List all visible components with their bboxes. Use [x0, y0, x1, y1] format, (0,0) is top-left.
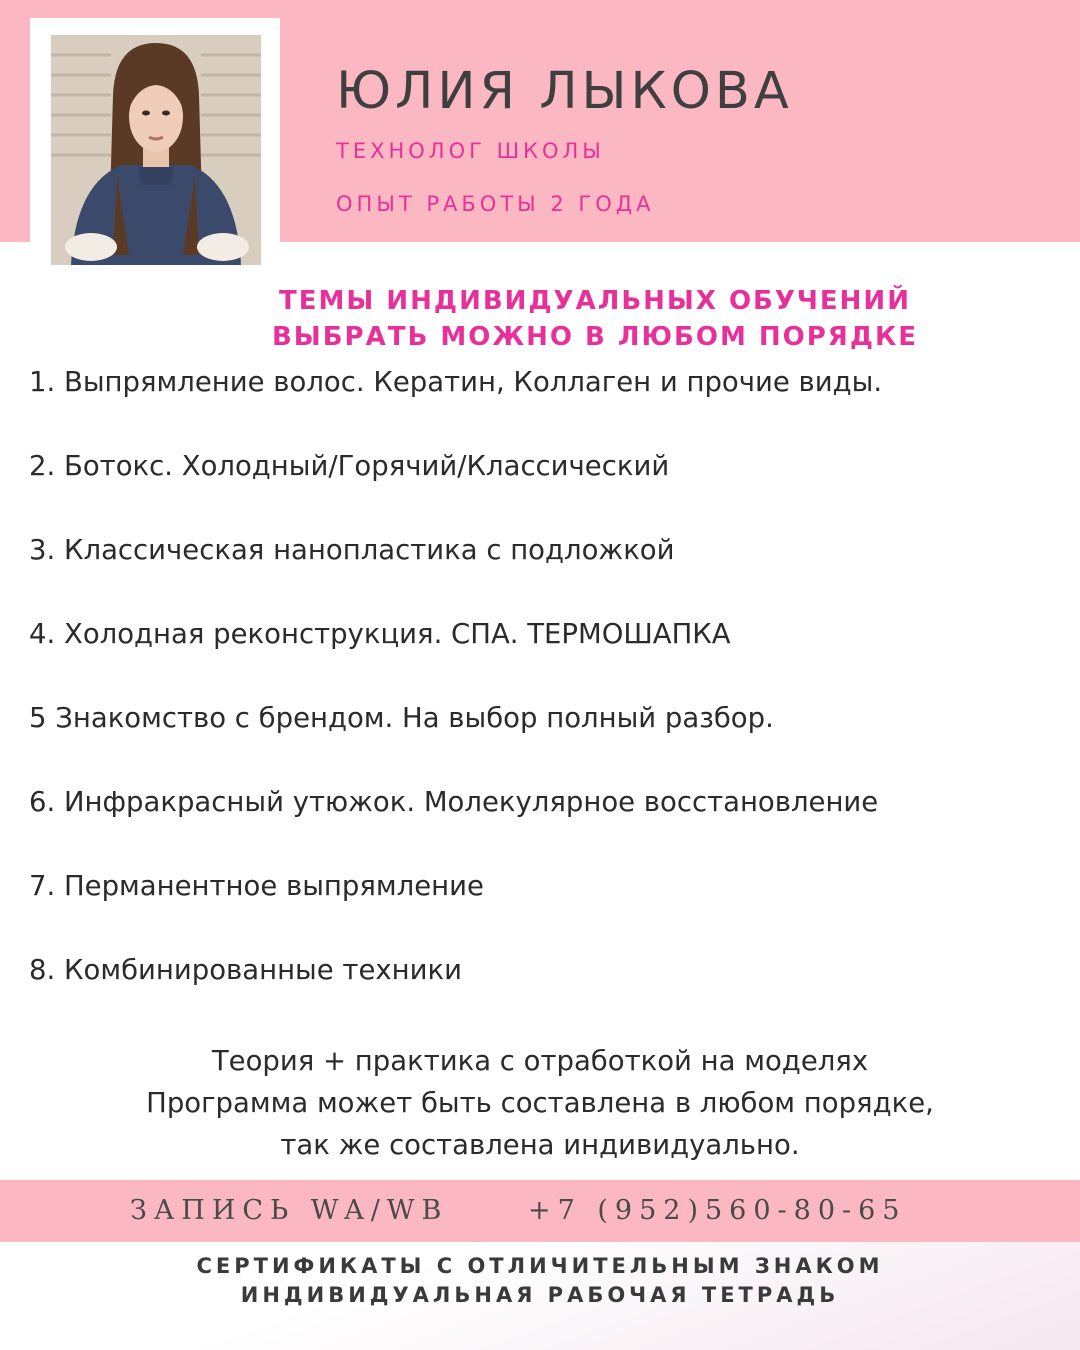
person-name: ЮЛИЯ ЛЫКОВА	[336, 62, 793, 121]
topic-item: 8. Комбинированные техники	[29, 954, 462, 986]
footer	[0, 1252, 1080, 1310]
topic-item: 1. Выпрямление волос. Кератин, Коллаген и прочие виды.	[29, 366, 883, 398]
person-role: ТЕХНОЛОГ ШКОЛЫ	[336, 139, 605, 163]
work-experience: ОПЫТ РАБОТЫ 2 ГОДА	[336, 192, 655, 216]
topics-title-line2: ВЫБРАТЬ МОЖНО В ЛЮБОМ ПОРЯДКЕ	[271, 322, 918, 352]
booking-label: ЗАПИСЬ WA/WB	[130, 1195, 449, 1226]
contact-band	[0, 1180, 1080, 1242]
program-note	[0, 1040, 1080, 1166]
topic-item: 3. Классическая нанопластика с подложкой	[29, 534, 675, 566]
footer-line1: СЕРТИФИКАТЫ С ОТЛИЧИТЕЛЬНЫМ ЗНАКОМ	[196, 1254, 884, 1278]
topic-item: 2. Ботокс. Холодный/Горячий/Классический	[29, 450, 670, 482]
topic-item: 7. Перманентное выпрямление	[29, 870, 484, 902]
topic-item: 5 Знакомство с брендом. На выбор полный разбор.	[29, 702, 774, 734]
note-line1: Теория + практика с отработкой на моделях	[211, 1045, 869, 1077]
topics-title-line1: ТЕМЫ ИНДИВИДУАЛЬНЫХ ОБУЧЕНИЙ	[279, 286, 911, 316]
portrait-photo	[51, 35, 261, 265]
footer-line2: ИНДИВИДУАЛЬНАЯ РАБОЧАЯ ТЕТРАДЬ	[240, 1283, 840, 1307]
topic-item: 6. Инфракрасный утюжок. Молекулярное восстановление	[29, 786, 879, 818]
note-line3: так же составлена индивидуально.	[280, 1129, 800, 1161]
note-line2: Программа может быть составлена в любом порядке,	[146, 1087, 934, 1119]
phone-number[interactable]: +7 (952)560-80-65	[528, 1195, 907, 1226]
topic-item: 4. Холодная реконструкция. СПА. ТЕРМОШАПКА	[29, 618, 731, 650]
photo-frame	[30, 18, 280, 286]
topics-title	[250, 283, 940, 355]
